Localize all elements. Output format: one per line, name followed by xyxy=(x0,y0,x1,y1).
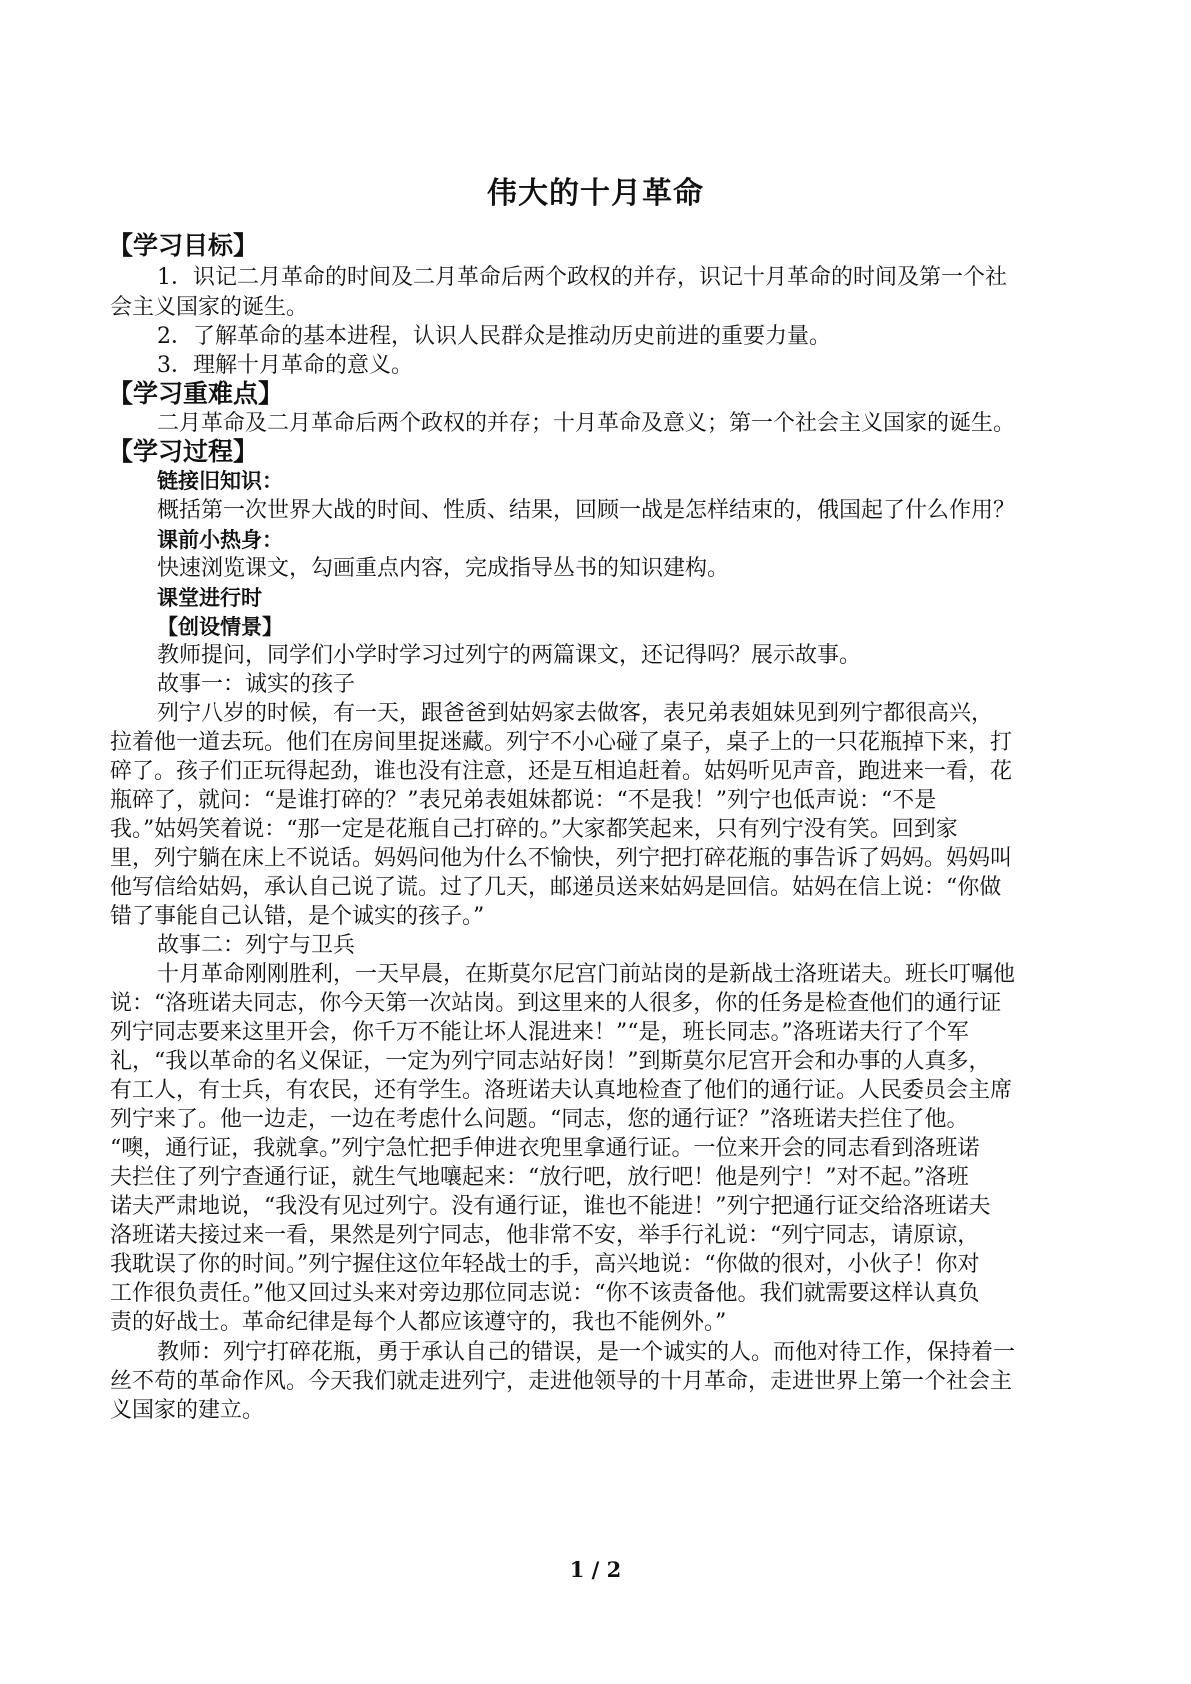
story1-title: 故事一：诚实的孩子 xyxy=(157,672,356,697)
goal-line-3: 2．了解革命的基本进程，认识人民群众是推动历史前进的重要力量。 xyxy=(157,324,831,349)
sub-link-old-knowledge: 链接旧知识： xyxy=(157,469,283,493)
story2-line: 列宁同志要来这里开会，你千万不能让坏人混进来！”“是，班长同志。”洛班诺夫行了个军 xyxy=(110,1020,969,1045)
scene-intro: 教师提问，同学们小学时学习过列宁的两篇课文，还记得吗？展示故事。 xyxy=(157,643,862,668)
heading-goals: 【学习目标】 xyxy=(108,231,259,260)
story2-line: 责的好战士。革命纪律是每个人都应该遵守的，我也不能例外。” xyxy=(110,1310,727,1335)
story2-line: 有工人，有士兵，有农民，还有学生。洛班诺夫认真地检查了他们的通行证。人民委员会主席 xyxy=(110,1078,1013,1103)
story1-line: 列宁八岁的时候，有一天，跟爸爸到姑妈家去做客，表兄弟表姐妹见到列宁都很高兴， xyxy=(157,701,994,726)
heading-keypoints: 【学习重难点】 xyxy=(108,379,284,408)
story2-line: “噢，通行证，我就拿。”列宁急忙把手伸进衣兜里拿通行证。一位来开会的同志看到洛班诺 xyxy=(110,1136,980,1161)
goal-line-2: 会主义国家的诞生。 xyxy=(110,295,309,320)
sub-create-scene: 【创设情景】 xyxy=(157,615,283,639)
story2-line: 说：“洛班诺夫同志，你今天第一次站岗。到这里来的人很多，你的任务是检查他们的通行证 xyxy=(110,991,1002,1016)
story1-line: 拉着他一道去玩。他们在房间里捉迷藏。列宁不小心碰了桌子，桌子上的一只花瓶掉下来，打 xyxy=(110,730,1013,755)
page-number: 1 / 2 xyxy=(569,1557,622,1582)
story2-title: 故事二：列宁与卫兵 xyxy=(157,933,356,958)
teacher-line: 义国家的建立。 xyxy=(110,1398,265,1423)
story2-line: 我耽误了你的时间。”列宁握住这位年轻战士的手，高兴地说：“你做的很对，小伙子！你对 xyxy=(110,1252,980,1277)
story2-line: 列宁来了。他一边走，一边在考虑什么问题。“同志，您的通行证？”洛班诺夫拦住了他。 xyxy=(110,1107,969,1132)
story1-line: 他写信给姑妈，承认自己说了谎。过了几天，邮递员送来姑妈是回信。姑妈在信上说：“你做 xyxy=(110,875,1002,900)
story1-line: 碎了。孩子们正玩得起劲，谁也没有注意，还是互相追赶着。姑妈听见声音，跑进来一看，花 xyxy=(110,759,1013,784)
document-title: 伟大的十月革命 xyxy=(487,176,704,211)
story1-line: 瓶碎了，就问：“是谁打碎的？”表兄弟表姐妹都说：“不是我！”列宁也低声说：“不是 xyxy=(110,788,937,813)
story2-line: 工作很负责任。”他又回过头来对旁边那位同志说：“你不该责备他。我们就需要这样认真负 xyxy=(110,1281,980,1306)
story2-line: 诺夫严肃地说，“我没有见过列宁。没有通行证，谁也不能进！”列宁把通行证交给洛班诺夫 xyxy=(110,1194,991,1219)
story2-line: 洛班诺夫接过来一看，果然是列宁同志，他非常不安，举手行礼说：“列宁同志，请原谅， xyxy=(110,1223,980,1248)
sub-warmup: 课前小热身： xyxy=(157,528,283,552)
heading-process: 【学习过程】 xyxy=(108,437,259,466)
goal-line-1: 1．识记二月革命的时间及二月革命后两个政权的并存，识记十月革命的时间及第一个社 xyxy=(157,265,1007,290)
story1-line: 错了事能自己认错，是个诚实的孩子。” xyxy=(110,904,485,929)
story1-line: 我。”姑妈笑着说：“那一定是花瓶自己打碎的。”大家都笑起来，只有列宁没有笑。回到家 xyxy=(110,817,958,842)
teacher-line: 教师：列宁打碎花瓶，勇于承认自己的错误，是一个诚实的人。而他对待工作，保持着一 xyxy=(157,1340,1016,1365)
teacher-line: 丝不苟的革命作风。今天我们就走进列宁，走进他领导的十月革命，走进世界上第一个社会主 xyxy=(110,1369,1013,1394)
story2-line: 夫拦住了列宁查通行证，就生气地嚷起来：“放行吧，放行吧！他是列宁！”对不起。”洛班 xyxy=(110,1165,969,1190)
story2-line: 十月革命刚刚胜利，一天早晨，在斯莫尔尼宫门前站岗的是新战士洛班诺夫。班长叮嘱他 xyxy=(157,962,1016,987)
warmup-text: 快速浏览课文，勾画重点内容，完成指导丛书的知识建构。 xyxy=(157,556,730,581)
link-text: 概括第一次世界大战的时间、性质、结果，回顾一战是怎样结束的，俄国起了什么作用？ xyxy=(157,498,1016,523)
goal-line-4: 3．理解十月革命的意义。 xyxy=(157,353,413,378)
story2-line: 礼，“我以革命的名义保证，一定为列宁同志站好岗！”到斯莫尔尼宫开会和办事的人真多， xyxy=(110,1049,991,1074)
story1-line: 里，列宁躺在床上不说话。妈妈问他为什么不愉快，列宁把打碎花瓶的事告诉了妈妈。妈妈叫 xyxy=(110,846,1013,871)
keypoints-text: 二月革命及二月革命后两个政权的并存；十月革命及意义；第一个社会主义国家的诞生。 xyxy=(157,411,1016,436)
sub-class-in-progress: 课堂进行时 xyxy=(157,586,262,610)
